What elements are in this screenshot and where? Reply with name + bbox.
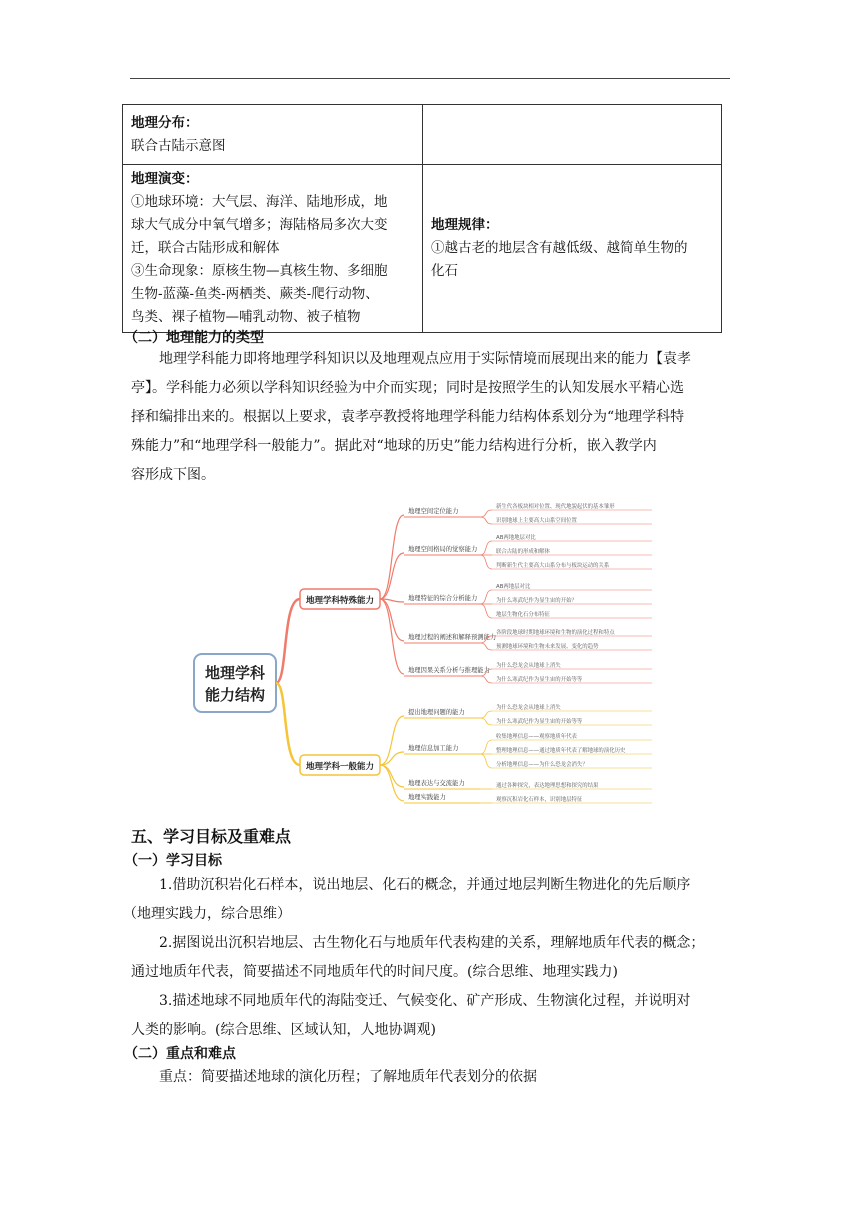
- law-cell: [423, 165, 722, 333]
- child-node-label: 提出地理问题的能力: [408, 709, 465, 716]
- child-node-label: 地理特征的综合分析能力: [408, 595, 478, 602]
- child-node-label: 地理因果关系分析与推理能力: [408, 667, 490, 674]
- leaf-connector: [480, 517, 492, 524]
- law-line: ①越古老的地层含有越低级、越简单生物的: [431, 240, 688, 256]
- leaf-node-label: 观察沉积岩化石样本，识别地层特征: [496, 797, 583, 803]
- ability-line: 地理学科能力即将地理学科知识以及地理观点应用于实际情境而展现出来的能力【袁孝: [159, 351, 691, 367]
- leaf-connector: [480, 555, 492, 569]
- leaf-connector: [480, 510, 492, 517]
- leaf-connector: [480, 718, 492, 725]
- ability-line: 殊能力”和“地理学科一般能力”。据此对“地球的历史”能力结构进行分析，嵌入教学内: [131, 438, 657, 454]
- leaf-node-label: 为什么恐龙会从地球上消失: [496, 663, 561, 669]
- child-node-label: 地理空间定位能力: [408, 508, 459, 515]
- child-node-label: 地理过程的阐述和解释预测能力: [408, 634, 497, 641]
- geology-summary-table: [122, 104, 722, 333]
- law-line: 化石: [431, 263, 458, 279]
- leaf-node-label: AB两地地层对比: [496, 535, 536, 541]
- distribution-heading: 地理分布：: [131, 114, 199, 131]
- leaf-node-label: 判断新生代主要高大山系分布与板块运动的关系: [496, 563, 610, 569]
- child-connector: [380, 515, 404, 599]
- header-rule: [130, 78, 730, 79]
- goal-line: 通过地质年代表，简要描述不同地质年代的时间尺度。(综合思维、地理实践力): [131, 964, 618, 980]
- goals-subtitle: （一）学习目标: [124, 853, 222, 869]
- leaf-node-label: 联合古陆的形成和解体: [496, 549, 550, 555]
- goal-item: [131, 929, 743, 987]
- leaf-node-label: 为什么恐龙会从地球上消失: [496, 705, 561, 711]
- leaf-node-label: 为什么寒武纪作为显生宙的开始等等: [496, 677, 583, 683]
- root-node-label: 地理学科: [204, 664, 266, 682]
- goal-line: 3.描述地球不同地质年代的海陆变迁、气候变化、矿产形成、生物演化过程，并说明对: [159, 993, 691, 1009]
- leaf-connector: [480, 604, 492, 618]
- ability-line: 择和编排出来的。根据以上要求，袁孝亭教授将地理学科能力结构体系划分为“地理学科特: [131, 409, 685, 425]
- leaf-node-label: 收集地理信息——观察地质年代表: [496, 734, 577, 740]
- leaf-node-label: AB两地层对比: [496, 584, 531, 590]
- child-connector: [380, 765, 404, 801]
- ability-mindmap: [190, 490, 660, 812]
- goal-line: 人类的影响。(综合思维、区域认知，人地协调观): [131, 1022, 436, 1038]
- child-node-label: 地理空间格局的觉察能力: [408, 546, 478, 553]
- evolution-line: 球大气成分中氧气增多；海陆格局多次大变: [131, 217, 388, 233]
- goal-line: 1.借助沉积岩化石样本，说出地层、化石的概念，并通过地层判断生物进化的先后顺序: [159, 877, 691, 893]
- leaf-node-label: 为什么寒武纪作为显生宙的开始等等: [496, 719, 583, 725]
- leaf-node-label: 识别地球上主要高大山系空间位置: [496, 518, 577, 524]
- goal-line: （地理实践力，综合思维）: [123, 906, 291, 922]
- leaf-connector: [480, 643, 492, 650]
- ability-section-title: （二）地理能力的类型: [124, 330, 264, 346]
- leaf-node-label: 为什么寒武纪作为显生宙的开始？: [496, 598, 577, 604]
- ability-line: 亭】。学科能力必须以学科知识经验为中介而实现；同时是按照学生的认知发展水平精心选: [131, 380, 684, 396]
- leaf-connector: [480, 541, 492, 555]
- goals-section-title: 五、学习目标及重难点: [131, 827, 292, 846]
- goal-item: [131, 987, 743, 1045]
- evolution-line: ①地球环境：大气层、海洋、陆地形成，地: [131, 194, 388, 210]
- evolution-cell: [123, 165, 423, 333]
- leaf-node-label: 地层生物化石分布特征: [496, 612, 550, 618]
- ability-paragraph: [131, 345, 743, 490]
- evolution-line: 鸟类、裸子植物—哺乳动物、被子植物: [131, 309, 361, 325]
- keypoints-subtitle: （二）重点和难点: [124, 1046, 236, 1062]
- child-connector: [380, 599, 404, 674]
- leaf-connector: [480, 740, 492, 754]
- leaf-node-label: 新生代各板块相对位置、现代地貌起伏的基本雏形: [496, 504, 615, 510]
- root-node-label: 能力结构: [204, 686, 266, 704]
- ability-line: 容形成下图。: [131, 467, 215, 483]
- evolution-line: ③生命现象：原核生物—真核生物、多细胞: [131, 263, 388, 279]
- leaf-node-label: 通过各种探究，表达地理思想和探究的结果: [496, 783, 599, 789]
- leaf-connector: [480, 676, 492, 683]
- leaf-node-label: 分析地理信息——为什么恐龙会消失？: [496, 762, 588, 768]
- distribution-text: 联合古陆示意图: [131, 137, 226, 154]
- branch-node-label: 地理学科特殊能力: [305, 596, 375, 606]
- child-node-label: 地理信息加工能力: [408, 745, 459, 752]
- child-node-label: 地理实践能力: [408, 794, 446, 801]
- leaf-node-label: 预测地球环境和生物未来发展、变化的趋势: [496, 644, 599, 650]
- goal-item: [123, 871, 743, 929]
- branch-node-label: 地理学科一般能力: [305, 762, 375, 772]
- branch-connector: [276, 599, 300, 683]
- goal-line: 2.据图说出沉积岩地层、古生物化石与地质年代表构建的关系，理解地质年代表的概念；: [159, 935, 705, 951]
- evolution-line: 迁，联合古陆形成和解体: [131, 240, 280, 256]
- evolution-line: 生物-蓝藻-鱼类-两栖类、蕨类-爬行动物、: [131, 286, 379, 302]
- distribution-cell: [123, 105, 423, 165]
- branch-connector: [276, 683, 300, 765]
- leaf-node-label: 各阶段地球时期地球环境和生物的演化过程和特点: [496, 630, 615, 636]
- leaf-connector: [480, 754, 492, 768]
- leaf-connector: [480, 711, 492, 718]
- evolution-heading: 地理演变：: [131, 171, 199, 187]
- key-point-text: 重点：简要描述地球的演化历程；了解地质年代表划分的依据: [159, 1069, 537, 1085]
- empty-cell: [423, 105, 722, 165]
- leaf-node-label: 整理地理信息——通过地质年代表了解地球的演化历史: [496, 748, 626, 754]
- leaf-connector: [480, 590, 492, 604]
- law-heading: 地理规律：: [431, 217, 499, 233]
- child-node-label: 地理表达与交流能力: [408, 780, 465, 787]
